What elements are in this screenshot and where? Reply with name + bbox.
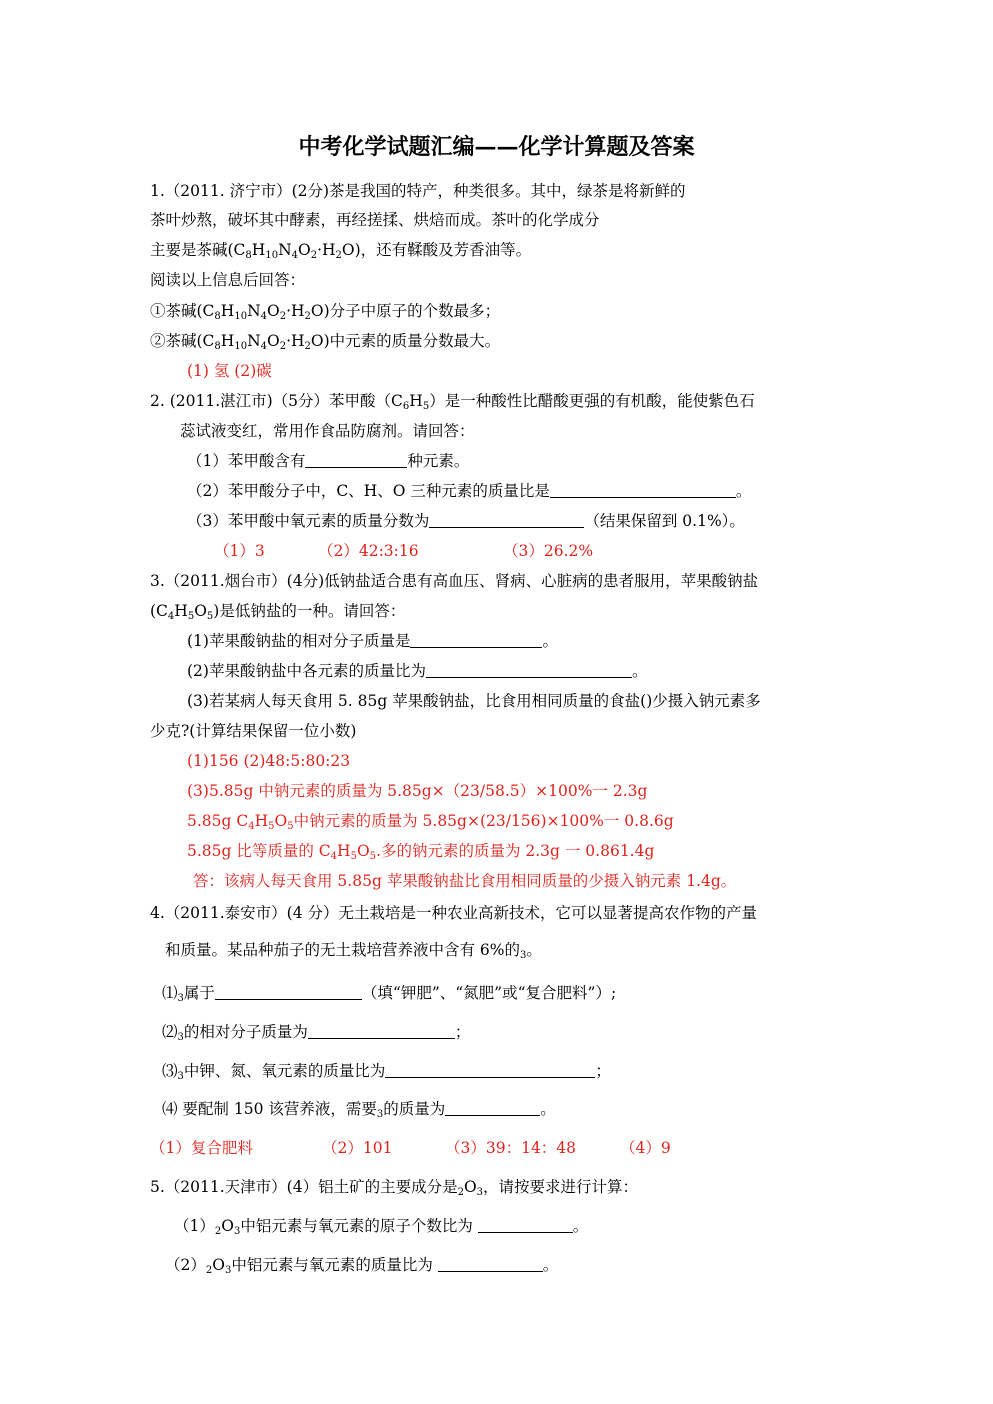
q4-line-3: $⑴_3$属于 （填“钾肥”、“氮肥”或“复合肥料”）; [162,984,617,1004]
q1-line-6: ②茶碱$(C_8H_{10}N_4O_2\cdot H_2O)$中元素的质量分数最大。 [150,332,501,352]
answer-blank[interactable] [305,452,407,468]
answer-blank[interactable] [445,1100,540,1116]
q3-answer-3: 5.85g $C_4H_5O_5$中钠元素的质量为 5.85g×(23/156)×100%一 0.8.6g [187,812,674,832]
q3-line-3: (1)苹果酸钠盐的相对分子质量是 。 [187,632,558,650]
q5-line-2: $(1)_2O_3$中铝元素与氧元素的原子个数比为 。 [174,1217,589,1237]
q3-line-2: $(C_4H_5O_5)$是低钠盐的一种。请回答： [150,602,406,622]
q4-answer-4: （4）9 [620,1139,671,1157]
q4-line-5: $⑶_3$中钾、氮、氧元素的质量比为 ； [162,1062,611,1082]
answer-blank[interactable] [429,512,584,528]
answer-blank[interactable] [215,984,362,1000]
answer-blank[interactable] [478,1217,573,1233]
q2-line-3: （1）苯甲酸含有 种元素。 [187,452,470,470]
q2-line-2: 蕊试液变红，常用作食品防腐剂。请回答： [180,422,475,440]
q1-line-5: ①茶碱$(C_8H_{10}N_4O_2\cdot H_2O)$分子中原子的个数最多； [150,302,501,322]
q3-answer-4: 5.85g 比等质量的 $C_4H_5O_5$.多的钠元素的质量为 2.3g 一 0.861.4g [187,842,655,862]
q5-line-3: $(2)_2O_3$中铝元素与氧元素的质量比为 。 [165,1256,559,1276]
q2-line-4: （2）苯甲酸分子中，C、H、O 三种元素的质量比是 。 [187,482,752,500]
q1-answer: (1) 氢 (2)碳 [187,362,272,380]
answer-blank[interactable] [308,1023,455,1039]
q4-answer-1: （1）复合肥料 [150,1139,253,1157]
q3-answer-2: (3)5.85g 中钠元素的质量为 5.85g×（23/58.5）×100%一 2.3g [187,782,648,800]
q3-answer-5: 答：该病人每天食用 5.85g 苹果酸钠盐比食用相同质量的少摄入钠元素 1.4g。 [193,872,737,890]
q1-line-3: 主要是茶碱$(C_8H_{10}N_4O_2\cdot H_2O)$，还有鞣酸及芳香油等。 [150,241,532,261]
q1-line-4: 阅读以上信息后回答： [150,271,306,289]
q4-line-2: 和质量。某品种茄子的无土栽培营养液中含有 6%的$_3$。 [165,941,542,961]
q2-line-5: （3）苯甲酸中氧元素的质量分数为 （结果保留到 0.1%）。 [187,512,745,530]
q4-answer-2: （2）101 [322,1139,393,1157]
answer-blank[interactable] [438,1256,543,1272]
q4-line-1: 4.（2011.泰安市）(4 分）无土栽培是一种农业高新技术，它可以显著提高农作物的产量 [150,904,758,922]
answer-blank[interactable] [550,482,736,498]
answer-blank[interactable] [410,632,542,648]
q3-line-5: (3)若某病人每天食用 5. 85g 苹果酸钠盐，比食用相同质量的食盐()少摄入钠元素多 [187,692,761,710]
q1-line-1: 1.（2011. 济宁市）(2分)茶是我国的特产，种类很多。其中，绿茶是将新鲜的 [150,182,686,200]
q3-line-4: (2)苹果酸钠盐中各元素的质量比为 。 [187,662,648,680]
q1-line-2: 茶叶炒熬，破坏其中酵素，再经搓揉、烘焙而成。茶叶的化学成分 [150,211,600,229]
document-title: 中考化学试题汇编——化学计算题及答案 [298,134,695,160]
q4-line-4: $⑵_3$的相对分子质量为 ； [162,1023,471,1043]
answer-blank[interactable] [426,662,632,678]
q2-answer-1: （1）3 [214,542,265,560]
q4-answer-3: （3）39：14：48 [445,1139,577,1157]
q3-line-1: 3.（2011.烟台市）(4分)低钠盐适合患有高血压、肾病、心脏病的患者服用，苹果酸钠盐 [150,572,759,590]
q3-answer-1: (1)156 (2)48:5:80:23 [187,752,351,770]
q2-answer-3: （3）26.2% [503,542,594,560]
q2-line-1: 2. (2011.湛江市)（5分）苯甲酸$(C_6H_5)$是一种酸性比醋酸更强的有机酸，能使紫色石 [150,392,755,412]
q2-answer-2: （2）42:3:16 [318,542,419,560]
q3-line-6: 少克?(计算结果保留一位小数) [150,722,357,740]
answer-blank[interactable] [385,1062,595,1078]
q5-line-1: 5.（2011.天津市）(4）铝土矿的主要成分是$_2O_3$，请按要求进行计算： [150,1178,639,1198]
q4-line-6: ⑷ 要配制 150 该营养液，需要$_3$的质量为 。 [162,1100,556,1120]
